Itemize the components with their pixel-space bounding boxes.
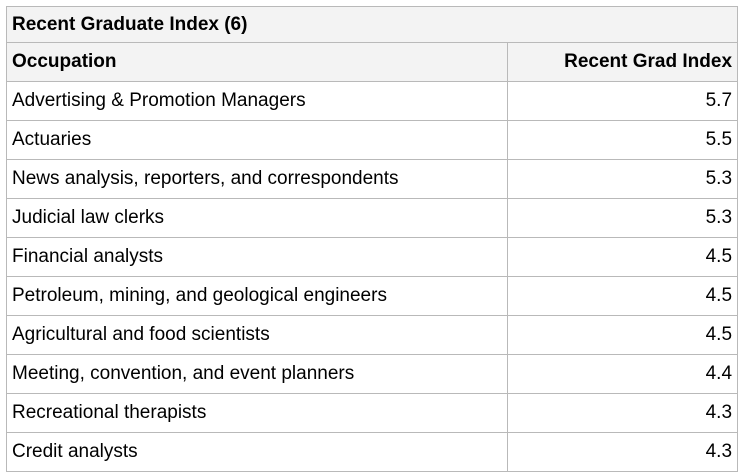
recent-graduate-index-table — [6, 6, 738, 472]
table-body — [7, 82, 738, 472]
table-title-row — [7, 7, 738, 43]
table-row — [7, 199, 738, 238]
occupation-cell[interactable]: Judicial law clerks — [7, 199, 508, 238]
occupation-cell[interactable]: Advertising & Promotion Managers — [7, 82, 508, 121]
column-header-occupation[interactable]: Occupation — [7, 43, 508, 82]
table-title[interactable]: Recent Graduate Index (6) — [7, 7, 738, 43]
table-row — [7, 355, 738, 394]
table-row — [7, 316, 738, 355]
occupation-cell[interactable]: News analysis, reporters, and correspondents — [7, 160, 508, 199]
recent-grad-index-cell[interactable]: 4.4 — [508, 355, 738, 394]
occupation-cell[interactable]: Actuaries — [7, 121, 508, 160]
table-row — [7, 160, 738, 199]
occupation-cell[interactable]: Recreational therapists — [7, 394, 508, 433]
occupation-cell[interactable]: Agricultural and food scientists — [7, 316, 508, 355]
occupation-cell[interactable]: Credit analysts — [7, 433, 508, 472]
table-row — [7, 433, 738, 472]
column-header-recent-grad-index[interactable]: Recent Grad Index — [508, 43, 738, 82]
recent-grad-index-cell[interactable]: 5.3 — [508, 199, 738, 238]
table-row — [7, 82, 738, 121]
recent-grad-index-cell[interactable]: 5.5 — [508, 121, 738, 160]
table-row — [7, 238, 738, 277]
recent-grad-index-cell[interactable]: 4.5 — [508, 277, 738, 316]
recent-grad-index-cell[interactable]: 5.7 — [508, 82, 738, 121]
recent-grad-index-cell[interactable]: 5.3 — [508, 160, 738, 199]
recent-grad-index-cell[interactable]: 4.5 — [508, 316, 738, 355]
table-row — [7, 121, 738, 160]
table-row — [7, 277, 738, 316]
table-row — [7, 394, 738, 433]
recent-grad-index-cell[interactable]: 4.3 — [508, 433, 738, 472]
column-header-row — [7, 43, 738, 82]
occupation-cell[interactable]: Meeting, convention, and event planners — [7, 355, 508, 394]
recent-grad-index-cell[interactable]: 4.3 — [508, 394, 738, 433]
occupation-cell[interactable]: Petroleum, mining, and geological engineers — [7, 277, 508, 316]
recent-grad-index-cell[interactable]: 4.5 — [508, 238, 738, 277]
occupation-cell[interactable]: Financial analysts — [7, 238, 508, 277]
